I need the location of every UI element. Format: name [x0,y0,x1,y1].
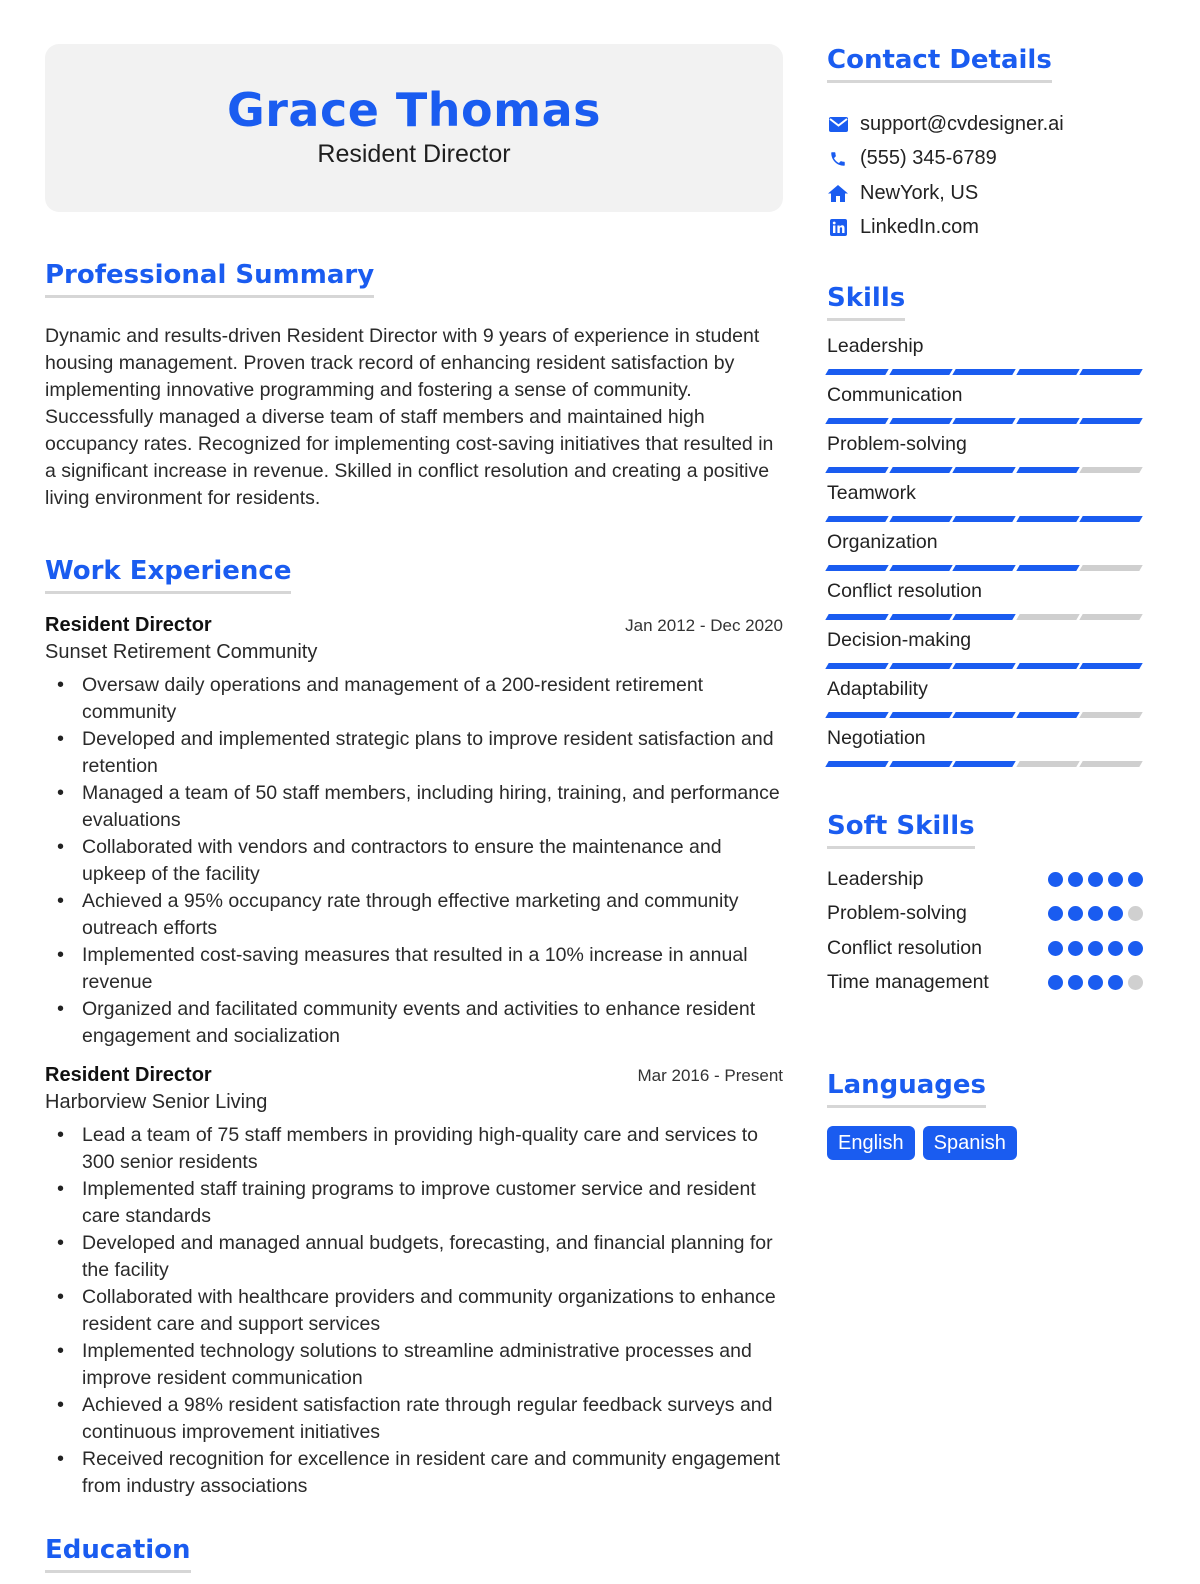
job-bullet: • Lead a team of 75 staff members in providing high-quality care and services to 300 senior residents [45,1122,783,1176]
skill-name: Decision-making [827,629,972,651]
skill-level-segment [1079,761,1142,767]
skill-level-segment [825,418,888,424]
skills-title: Skills [827,282,905,321]
skill-level-bar [827,418,1143,424]
header-card [45,44,783,212]
job-entry [45,614,783,1050]
skill-level-segment [1079,467,1142,473]
job-title: Resident Director [45,614,212,636]
languages-list [827,1126,1143,1160]
skill-item [827,333,1143,382]
education-section [45,1534,783,1573]
skill-item [827,578,1143,627]
skill-name: Leadership [827,335,924,357]
rating-dot [1128,872,1143,887]
soft-skill-item [827,931,1143,966]
skill-level-segment [1016,761,1079,767]
rating-dot [1128,975,1143,990]
skill-level-segment [1079,565,1142,571]
job-company: Harborview Senior Living [45,1091,268,1113]
skill-item [827,480,1143,529]
rating-dot [1048,975,1063,990]
job-bullet: • Implemented staff training programs to improve customer service and resident care standards [45,1176,783,1230]
job-bullets [45,1122,783,1500]
skill-level-segment [825,761,888,767]
soft-skill-item [827,966,1143,1001]
skill-level-segment [1079,369,1142,375]
skill-level-segment [952,467,1015,473]
skill-item [827,431,1143,480]
job-company: Sunset Retirement Community [45,641,318,663]
skill-level-segment [952,761,1015,767]
job-header [45,1064,783,1087]
skill-level-segment [889,614,952,620]
rating-dot [1088,975,1103,990]
soft-skill-name: Leadership [827,867,924,890]
job-title: Resident Director [45,1064,212,1086]
skill-level-bar [827,712,1143,718]
rating-dot [1068,872,1083,887]
skill-level-segment [889,565,952,571]
job-header [45,614,783,637]
job-bullet: • Collaborated with healthcare providers and community organizations to enhance resident care and support services [45,1284,783,1338]
job-bullet: • Oversaw daily operations and management of a 200-resident retirement community [45,672,783,726]
skill-level-bar [827,467,1143,473]
rating-dot [1088,906,1103,921]
skill-item [827,382,1143,431]
skill-name: Negotiation [827,727,926,749]
skill-level-segment [889,418,952,424]
soft-skills-section [827,810,1143,1000]
soft-skill-rating [1048,906,1143,921]
skill-level-segment [825,369,888,375]
summary-text: Dynamic and results-driven Resident Director with 9 years of experience in student housing management. Proven track record of enhancing resident satisfaction by implementing innovative programming and fostering a sense of community. Successfully managed a diverse team of staff members and maintained high occupancy rates. Recognized for implementing cost-saving initiatives that resulted in a significant increase in revenue. Skilled in conflict resolution and creating a positive living environment for residents. [45,325,774,509]
phone-icon [827,149,849,169]
candidate-role: Resident Director [317,140,511,168]
job-bullet: • Managed a team of 50 staff members, including hiring, training, and performance evaluations [45,780,783,834]
job-bullet: • Collaborated with vendors and contractors to ensure the maintenance and upkeep of the facility [45,834,783,888]
skill-level-segment [1079,516,1142,522]
linkedin-text: LinkedIn.com [860,216,979,239]
skill-level-bar [827,516,1143,522]
skill-level-segment [1079,663,1142,669]
skill-name: Organization [827,531,938,553]
contact-email[interactable] [827,107,1143,142]
skill-level-segment [889,663,952,669]
skill-level-bar [827,565,1143,571]
soft-skill-rating [1048,872,1143,887]
rating-dot [1088,941,1103,956]
skill-level-segment [952,565,1015,571]
skill-level-segment [825,516,888,522]
job-bullets [45,672,783,1050]
language-badge: Spanish [923,1126,1017,1160]
skill-level-segment [952,516,1015,522]
soft-skills-title: Soft Skills [827,810,975,849]
skill-level-segment [1016,369,1079,375]
skill-level-segment [825,467,888,473]
skill-level-segment [825,712,888,718]
skill-level-segment [952,663,1015,669]
job-bullet: • Implemented technology solutions to streamline administrative processes and improve resident communication [45,1338,783,1392]
skill-level-segment [1016,418,1079,424]
languages-title: Languages [827,1069,986,1108]
skill-level-bar [827,614,1143,620]
experience-title: Work Experience [45,555,291,594]
soft-skill-rating [1048,975,1143,990]
skills-section [827,282,1143,774]
sidebar-column [827,44,1143,1160]
skill-level-segment [952,712,1015,718]
languages-section [827,1069,1143,1160]
skill-level-segment [1016,712,1079,718]
envelope-icon [827,114,849,134]
summary-title: Professional Summary [45,259,374,298]
skill-level-bar [827,761,1143,767]
skill-level-bar [827,663,1143,669]
skill-name: Conflict resolution [827,580,982,602]
linkedin-icon [827,218,849,238]
skill-name: Teamwork [827,482,916,504]
rating-dot [1108,941,1123,956]
skill-level-segment [1016,467,1079,473]
rating-dot [1048,941,1063,956]
job-bullet: • Developed and implemented strategic plans to improve resident satisfaction and retention [45,726,783,780]
main-column [45,44,783,1573]
soft-skill-name: Time management [827,971,989,994]
rating-dot [1108,906,1123,921]
skill-name: Communication [827,384,963,406]
skill-item [827,627,1143,676]
soft-skill-name: Problem-solving [827,902,967,925]
skill-level-segment [952,369,1015,375]
location-text: NewYork, US [860,181,979,204]
skill-level-segment [952,614,1015,620]
rating-dot [1108,872,1123,887]
skill-level-segment [952,418,1015,424]
experience-section [45,555,783,1500]
rating-dot [1068,941,1083,956]
skill-level-segment [889,712,952,718]
skill-level-segment [825,614,888,620]
skill-level-bar [827,369,1143,375]
rating-dot [1068,975,1083,990]
skill-level-segment [1016,565,1079,571]
rating-dot [1088,872,1103,887]
skill-level-segment [1016,663,1079,669]
job-bullet: • Organized and facilitated community events and activities to enhance resident engagement and socialization [45,996,783,1050]
candidate-name: Grace Thomas [226,83,602,137]
skill-item [827,725,1143,774]
skill-item [827,676,1143,725]
job-dates: Jan 2012 - Dec 2020 [625,616,783,635]
skill-level-segment [889,467,952,473]
skill-level-segment [889,369,952,375]
soft-skill-item [827,862,1143,897]
contact-phone[interactable] [827,142,1143,177]
soft-skill-rating [1048,941,1143,956]
soft-skills-list [827,862,1143,1000]
skill-level-segment [825,663,888,669]
skill-level-segment [889,516,952,522]
rating-dot [1108,975,1123,990]
skill-level-segment [1079,712,1142,718]
job-bullet: • Achieved a 95% occupancy rate through effective marketing and community outreach efforts [45,888,783,942]
soft-skill-name: Conflict resolution [827,936,982,959]
contact-section [827,44,1143,245]
job-bullet: • Received recognition for excellence in resident care and community engagement from industry associations [45,1446,783,1500]
contact-linkedin[interactable] [827,211,1143,246]
home-icon [827,183,849,203]
skill-level-segment [1079,614,1142,620]
contact-location [827,176,1143,211]
skill-item [827,529,1143,578]
skills-list [827,333,1143,774]
skill-level-segment [1016,614,1079,620]
education-title: Education [45,1534,191,1573]
contact-list [827,107,1143,245]
rating-dot [1068,906,1083,921]
job-bullet: • Developed and managed annual budgets, forecasting, and financial planning for the facility [45,1230,783,1284]
rating-dot [1128,906,1143,921]
job-bullet: • Implemented cost-saving measures that resulted in a 10% increase in annual revenue [45,942,783,996]
email-text: support@cvdesigner.ai [860,112,1064,135]
skill-level-segment [1016,516,1079,522]
skill-level-segment [825,565,888,571]
skill-name: Problem-solving [827,433,967,455]
job-dates: Mar 2016 - Present [637,1066,783,1085]
rating-dot [1048,906,1063,921]
summary-section [45,259,783,512]
skill-level-segment [889,761,952,767]
rating-dot [1128,941,1143,956]
job-entry [45,1064,783,1500]
phone-text: (555) 345-6789 [860,147,997,170]
language-badge: English [827,1126,915,1160]
skill-name: Adaptability [827,678,928,700]
skill-level-segment [1079,418,1142,424]
jobs-list [45,614,783,1500]
contact-title: Contact Details [827,44,1052,83]
job-bullet: • Achieved a 98% resident satisfaction rate through regular feedback surveys and continuous improvement initiatives [45,1392,783,1446]
rating-dot [1048,872,1063,887]
soft-skill-item [827,897,1143,932]
